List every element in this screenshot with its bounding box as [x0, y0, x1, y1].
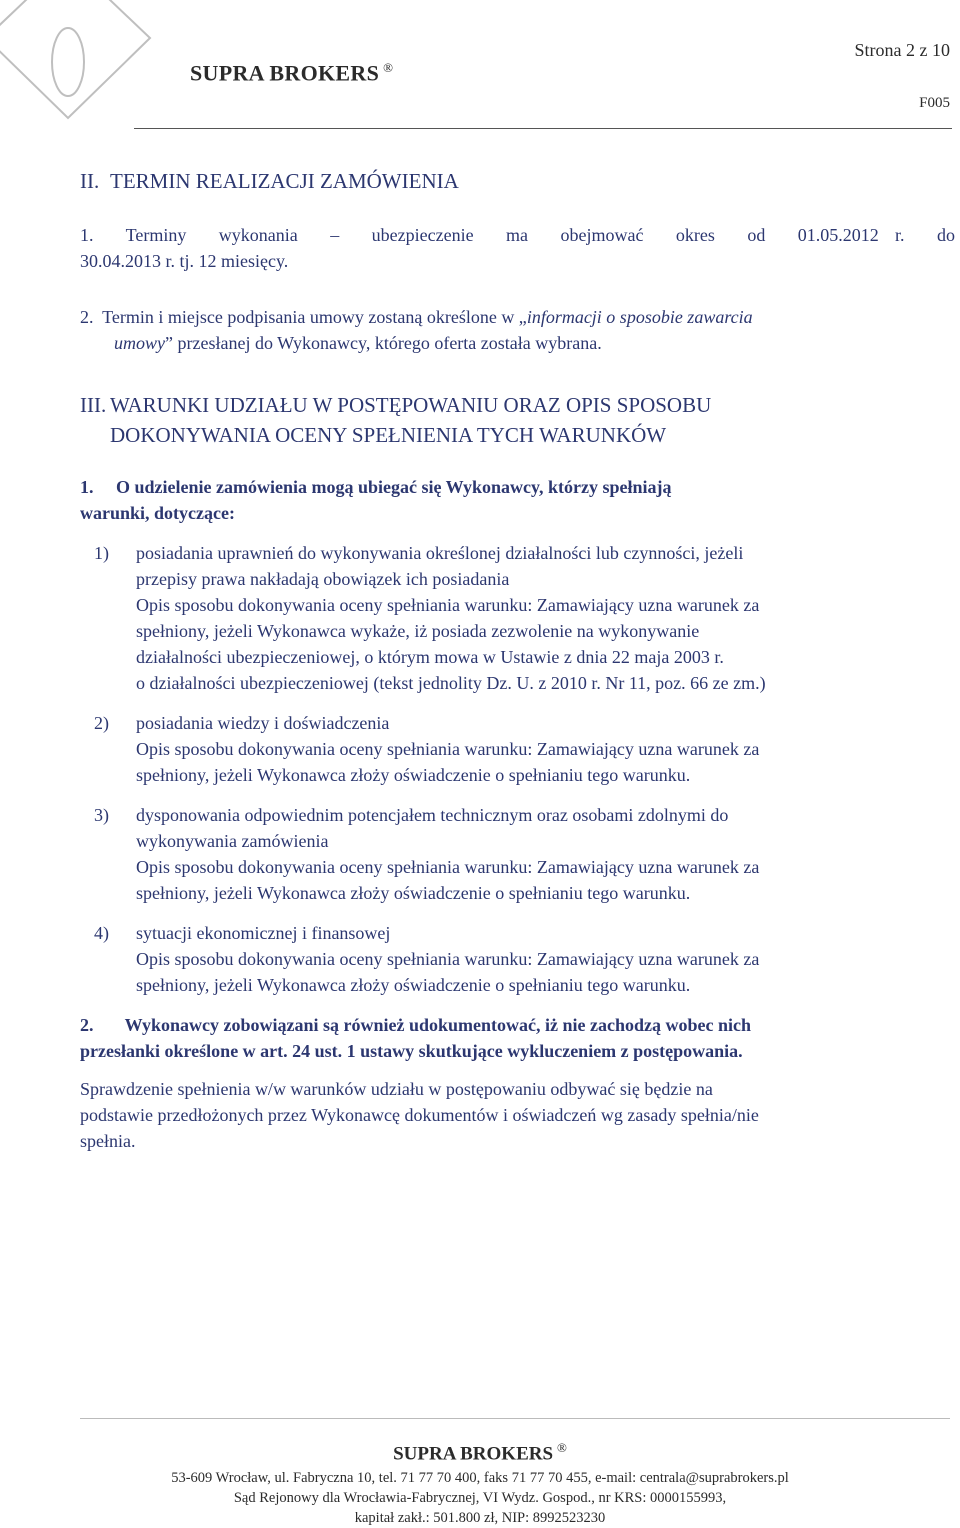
company-logo [0, 0, 160, 140]
section-ii-heading: II. TERMIN REALIZACJI ZAMÓWIENIA [80, 169, 459, 193]
header-divider [134, 128, 952, 129]
footer-court: Sąd Rejonowy dla Wrocławia-Fabrycznej, VI Wydz. Gospod., nr KRS: 0000155993, [233, 1490, 727, 1506]
condition-1: 1) posiadania uprawnień do wykonywania określonej działalności lub czynności, jeżeli przepisy prawa nakładają obowiązek ich posiadania Opis sposobu dokonywania oceny spełniania warunku: Zamawiający uzna warunek za spełniony, jeżeli Wykonawca wykaże, iż posiada zezwolenie na wykonywanie działalności ubezpieczeniowej, o którym mowa w Ustawie z dnia 22 maja 2003 r. o działalności ubezpieczeniowej (tekst jednolity Dz. U. z 2010 r. Nr 11, poz. 66 ze zm.) [94, 543, 766, 693]
footer-registered-mark: ® [557, 1440, 567, 1455]
header-brand: SUPRA BROKERS ® [190, 60, 394, 86]
section-ii-item-1-cont: 30.04.2013 r. tj. 12 miesięcy. [80, 251, 289, 271]
logo-diamond [0, 0, 150, 118]
section-iii-para-2: 2. Wykonawcy zobowiązani są również udokumentować, iż nie zachodzą wobec nich przesłanki określone w art. 24 ust. 1 ustawy skutkujące wykluczeniem z postępowania. [80, 1015, 752, 1061]
section-ii-item-1: 1. Terminy wykonania – ubezpieczenie ma obejmować okres od 01.05.2012 r. do [80, 225, 955, 245]
condition-4: 4) sytuacji ekonomicznej i finansowej Opis sposobu dokonywania oceny spełniania warunku: Zamawiający uzna warunek za spełniony, jeżeli Wykonawca złoży oświadczenie o spełnianiu tego warunku. [94, 923, 760, 995]
footer-divider [80, 1418, 950, 1419]
section-iii-heading: III. WARUNKI UDZIAŁU W POSTĘPOWANIU ORAZ OPIS SPOSOBU DOKONYWANIA OCENY SPEŁNIENIA TYCH WARUNKÓW [80, 393, 712, 447]
footer-brand: SUPRA BROKERS ® [393, 1440, 567, 1465]
condition-2: 2) posiadania wiedzy i doświadczenia Opis sposobu dokonywania oceny spełniania warunku: Zamawiający uzna warunek za spełniony, jeżeli Wykonawca złoży oświadczenie o spełnianiu tego warunku. [94, 713, 760, 785]
registered-mark: ® [383, 60, 394, 75]
logo-oval [52, 28, 84, 96]
page-number: Strona 2 z 10 [854, 40, 950, 60]
condition-3: 3) dysponowania odpowiednim potencjałem technicznym oraz osobami zdolnymi do wykonywania zamówienia Opis sposobu dokonywania oceny spełniania warunku: Zamawiający uzna warunek za spełniony, jeżeli Wykonawca złoży oświadczenie o spełnianiu tego warunku. [94, 805, 760, 903]
section-iii-para-1: 1. O udzielenie zamówienia mogą ubiegać się Wykonawcy, którzy spełniają warunki, dotyczące: [80, 477, 672, 523]
section-ii-item-2: 2. Termin i miejsce podpisania umowy zostaną określone w „informacji o sposobie zawarcia umowy” przesłanej do Wykonawcy, którego oferta została wybrana. [80, 307, 753, 353]
section-iii-para-3: Sprawdzenie spełnienia w/w warunków udziału w postępowaniu odbywać się będzie na podstawie przedłożonych przez Wykonawcę dokumentów i oświadczeń wg zasady spełnia/nie spełnia. [80, 1079, 759, 1151]
footer-capital: kapitał zakł.: 501.800 zł, NIP: 8992523230 [354, 1510, 606, 1526]
form-code: F005 [919, 95, 950, 111]
footer-address: 53-609 Wrocław, ul. Fabryczna 10, tel. 71 77 70 400, faks 71 77 70 455, e-mail: centrala@suprabrokers.pl [171, 1470, 789, 1486]
